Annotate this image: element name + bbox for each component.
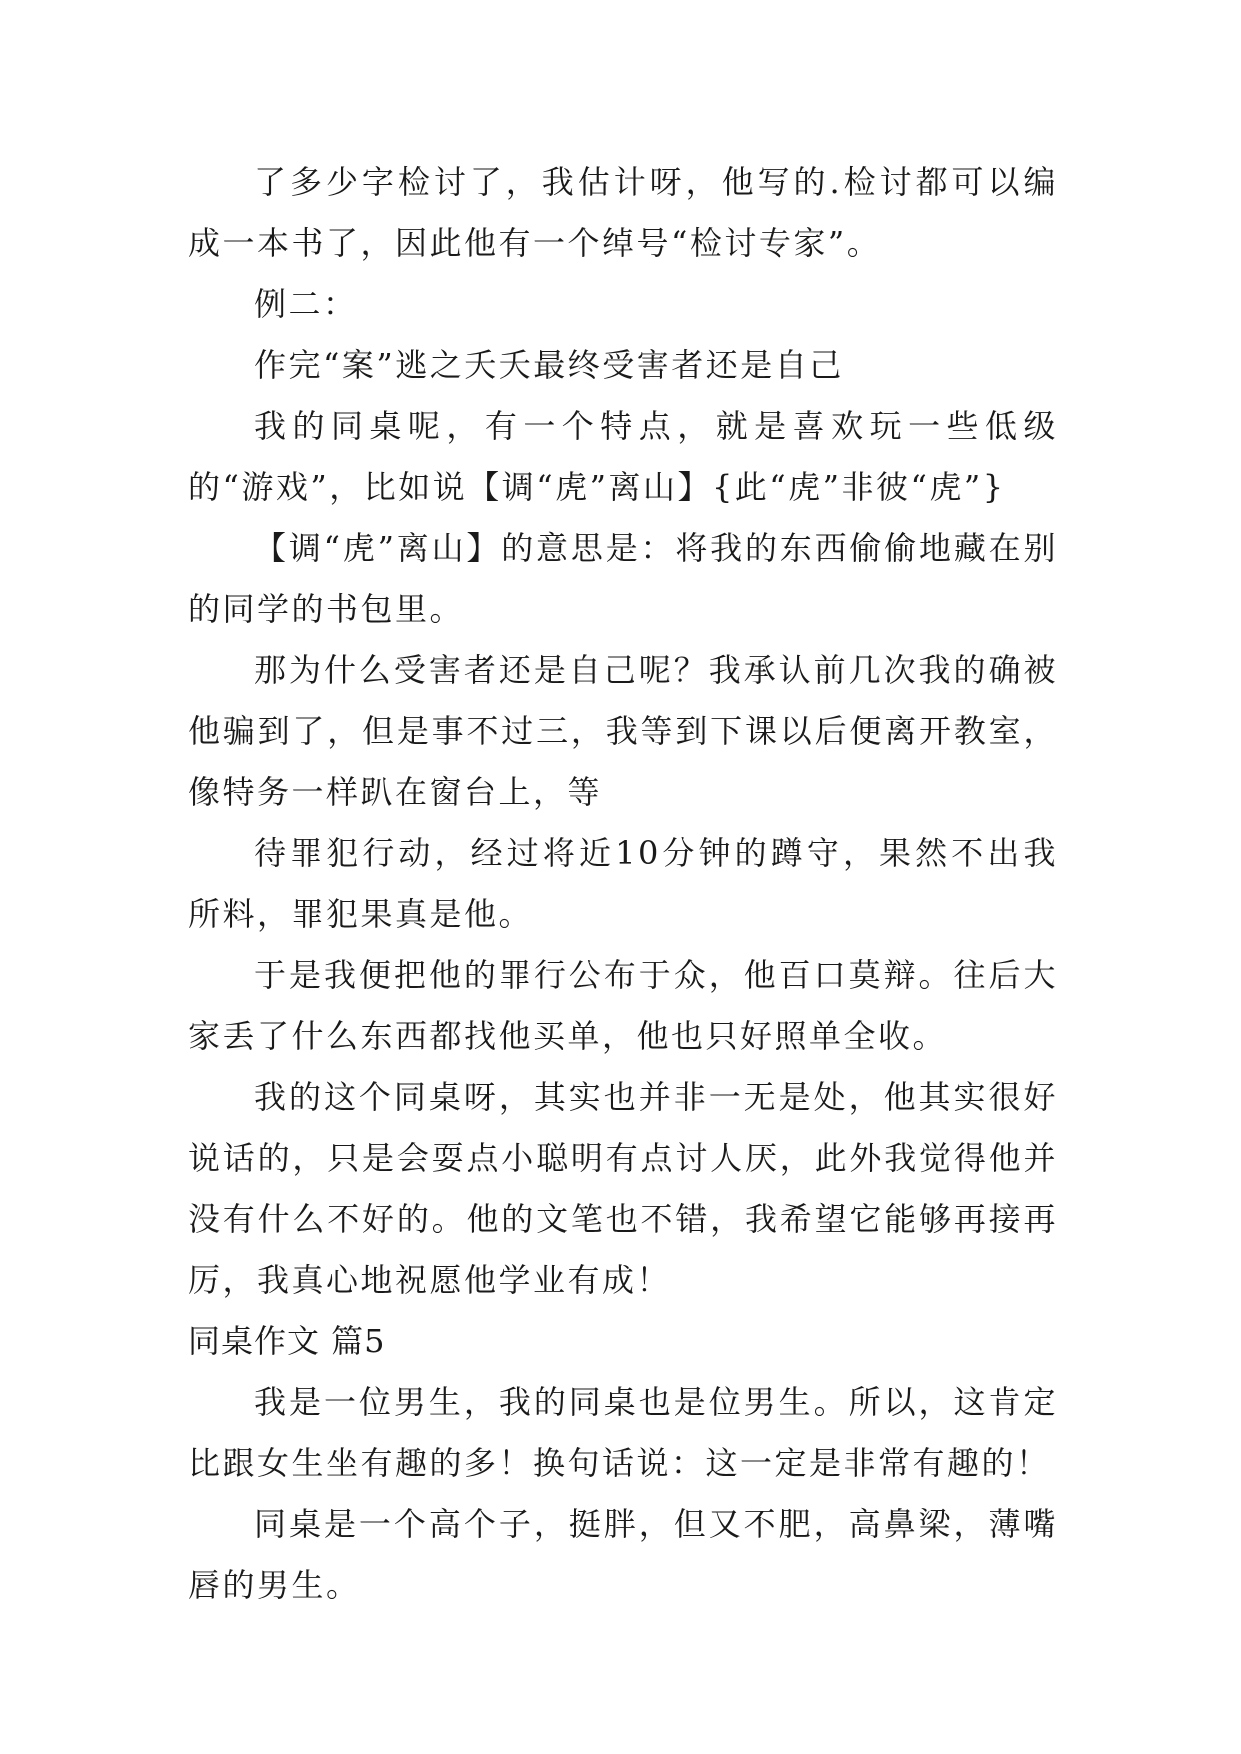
section-heading: 同桌作文 篇5: [188, 1322, 386, 1360]
paragraph: 【调“虎”离山】的意思是：将我的东西偷偷地藏在别的同学的书包里。: [188, 529, 1058, 628]
paragraph: 我的同桌呢，有一个特点，就是喜欢玩一些低级的“游戏”，比如说【调“虎”离山】{此“虎”非彼“虎”}: [188, 407, 1058, 506]
paragraph: 于是我便把他的罪行公布于众，他百口莫辩。往后大家丢了什么东西都找他买单，他也只好照单全收。: [188, 956, 1058, 1055]
paragraph: 我是一位男生，我的同桌也是位男生。所以，这肯定比跟女生坐有趣的多！换句话说：这一定是非常有趣的！: [188, 1383, 1058, 1482]
paragraph: 了多少字检讨了，我估计呀，他写的.检讨都可以编成一本书了，因此他有一个绰号“检讨专家”。: [188, 163, 1058, 262]
paragraph: 那为什么受害者还是自己呢？我承认前几次我的确被他骗到了，但是事不过三，我等到下课以后便离开教室，像特务一样趴在窗台上，等: [188, 651, 1058, 811]
paragraph: 待罪犯行动，经过将近10分钟的蹲守，果然不出我所料，罪犯果真是他。: [188, 834, 1058, 933]
paragraph: 例二：: [254, 285, 358, 323]
paragraph: 作完“案”逃之夭夭最终受害者还是自己: [254, 346, 844, 384]
document-body: [188, 152, 1058, 1616]
paragraph: 同桌是一个高个子，挺胖，但又不肥，高鼻梁，薄嘴唇的男生。: [188, 1505, 1058, 1604]
paragraph: 我的这个同桌呀，其实也并非一无是处，他其实很好说话的，只是会耍点小聪明有点讨人厌，此外我觉得他并没有什么不好的。他的文笔也不错，我希望它能够再接再厉，我真心地祝愿他学业有成！: [188, 1078, 1058, 1299]
